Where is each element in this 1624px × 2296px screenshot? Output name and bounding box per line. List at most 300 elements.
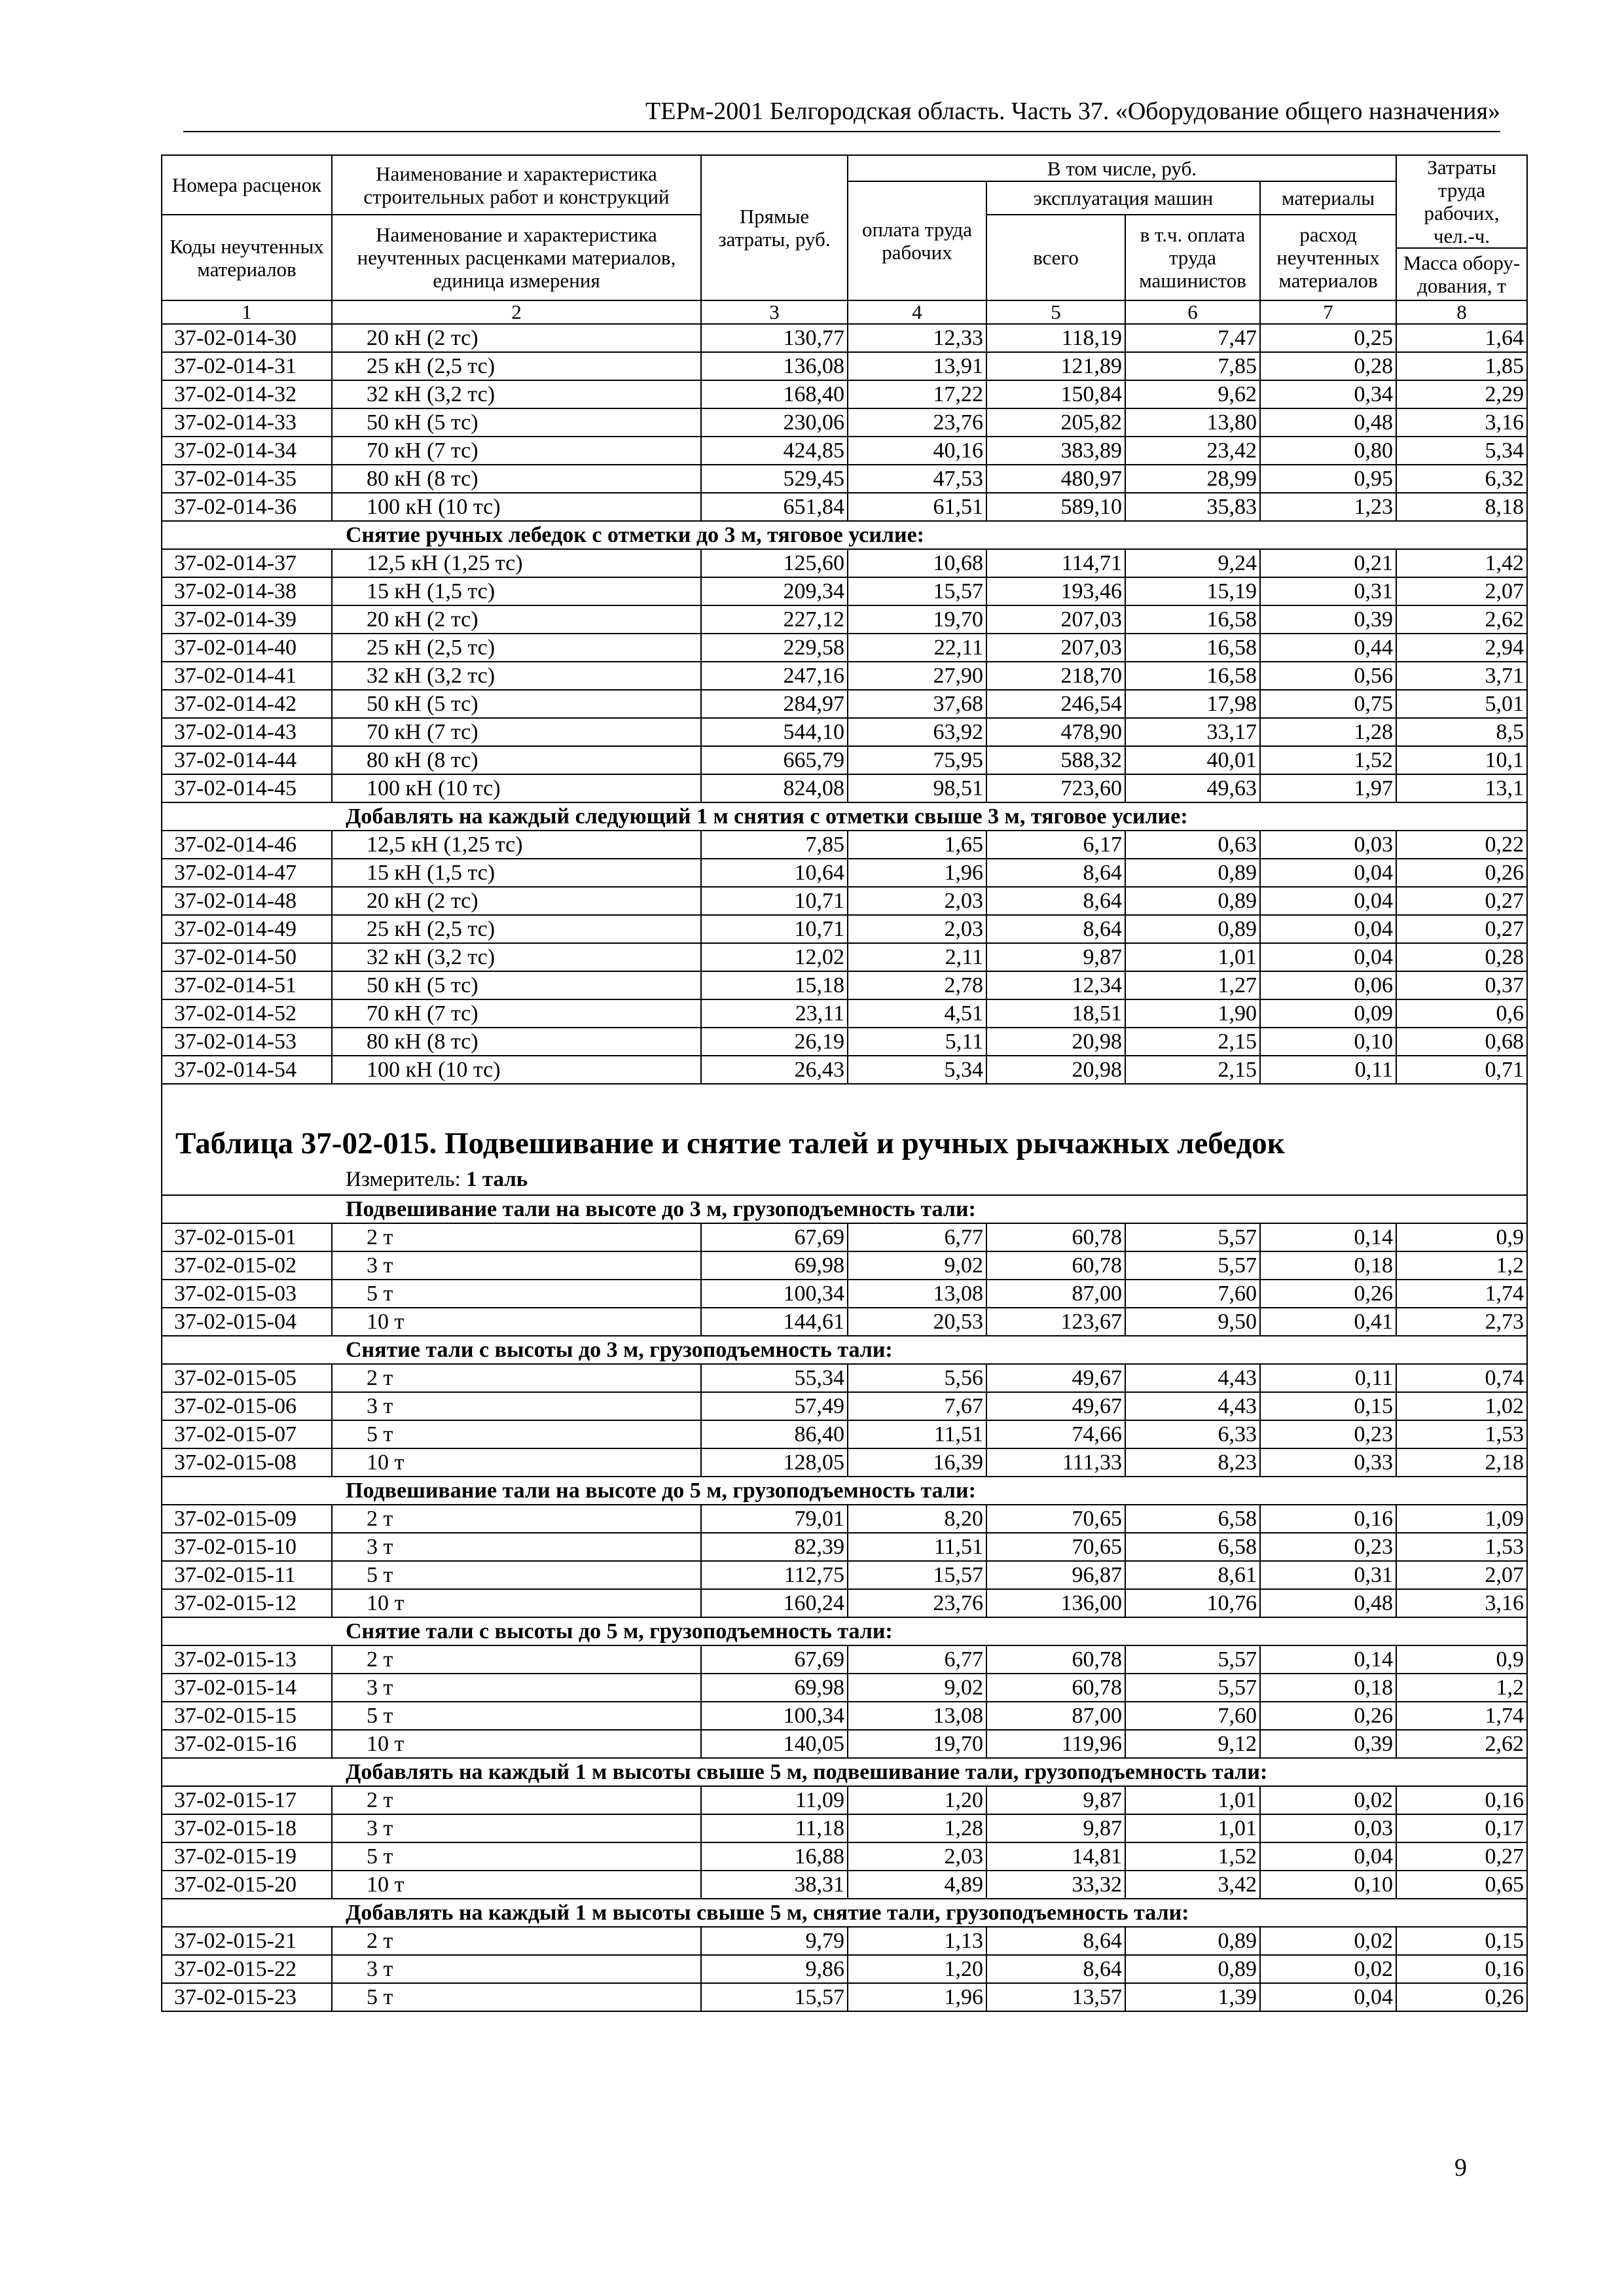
labor-costs-cell: 2,62: [1396, 1730, 1527, 1758]
table-row: [162, 324, 1527, 352]
table-gap-row: [162, 1084, 1527, 1122]
labor-costs-cell: 0,71: [1396, 1056, 1527, 1084]
rate-name-cell: 50 кН (5 тс): [332, 971, 701, 999]
table-row: [162, 493, 1527, 521]
operator-pay-cell: 9,12: [1125, 1730, 1260, 1758]
operator-pay-cell: 5,57: [1125, 1223, 1260, 1251]
rate-code-cell: 37-02-014-35: [162, 465, 332, 493]
machines-total-cell: 14,81: [986, 1842, 1125, 1871]
direct-costs-cell: 284,97: [701, 690, 848, 718]
worker-pay-cell: 2,03: [848, 1842, 986, 1871]
worker-pay-cell: 1,65: [848, 831, 986, 859]
rate-name-cell: 80 кН (8 тс): [332, 746, 701, 774]
material-usage-cell: 0,14: [1260, 1645, 1396, 1674]
rate-name-cell: 15 кН (1,5 тс): [332, 577, 701, 605]
direct-costs-cell: 100,34: [701, 1280, 848, 1308]
column-numbers-row: [162, 300, 1527, 324]
table-row: [162, 408, 1527, 437]
rate-code-cell: 37-02-015-14: [162, 1674, 332, 1702]
rate-name-cell: 25 кН (2,5 тс): [332, 352, 701, 380]
machines-total-cell: 114,71: [986, 549, 1125, 577]
rate-name-cell: 70 кН (7 тс): [332, 999, 701, 1028]
machines-total-cell: 246,54: [986, 690, 1125, 718]
worker-pay-cell: 6,77: [848, 1645, 986, 1674]
worker-pay-cell: 9,02: [848, 1674, 986, 1702]
table-row: [162, 999, 1527, 1028]
direct-costs-cell: 10,71: [701, 887, 848, 915]
operator-pay-cell: 16,58: [1125, 605, 1260, 634]
rates-table: [161, 154, 1528, 2012]
rate-name-cell: 20 кН (2 тс): [332, 324, 701, 352]
rate-code-cell: 37-02-015-21: [162, 1927, 332, 1955]
section-title: Добавлять на каждый следующий 1 м снятия с отметки свыше 3 м, тяговое усилие:: [162, 802, 1527, 831]
rate-name-cell: 2 т: [332, 1505, 701, 1533]
direct-costs-cell: 69,98: [701, 1251, 848, 1280]
material-usage-cell: 1,28: [1260, 718, 1396, 746]
material-usage-cell: 0,04: [1260, 915, 1396, 943]
operator-pay-cell: 6,33: [1125, 1420, 1260, 1448]
operator-pay-cell: 1,27: [1125, 971, 1260, 999]
table-row: [162, 1561, 1527, 1589]
machines-total-cell: 96,87: [986, 1561, 1125, 1589]
worker-pay-cell: 1,28: [848, 1814, 986, 1842]
machines-total-cell: 9,87: [986, 1786, 1125, 1814]
worker-pay-cell: 1,20: [848, 1786, 986, 1814]
column-number: 8: [1396, 300, 1527, 324]
table-row: [162, 859, 1527, 887]
operator-pay-cell: 6,58: [1125, 1533, 1260, 1561]
rate-code-cell: 37-02-014-46: [162, 831, 332, 859]
table-row: [162, 1955, 1527, 1983]
material-usage-cell: 0,15: [1260, 1392, 1396, 1420]
rate-code-cell: 37-02-015-16: [162, 1730, 332, 1758]
worker-pay-cell: 1,13: [848, 1927, 986, 1955]
material-usage-cell: 0,10: [1260, 1028, 1396, 1056]
direct-costs-cell: 10,71: [701, 915, 848, 943]
direct-costs-cell: 247,16: [701, 662, 848, 690]
section-title: Подвешивание тали на высоте до 5 м, грузоподъемность тали:: [162, 1477, 1527, 1505]
rate-code-cell: 37-02-015-09: [162, 1505, 332, 1533]
col-header-worker-pay: оплата труда рабочих: [848, 181, 986, 300]
direct-costs-cell: 227,12: [701, 605, 848, 634]
rate-name-cell: 70 кН (7 тс): [332, 718, 701, 746]
column-number: 5: [986, 300, 1125, 324]
labor-costs-cell: 8,18: [1396, 493, 1527, 521]
table-row: [162, 352, 1527, 380]
worker-pay-cell: 2,78: [848, 971, 986, 999]
section-row: [162, 1195, 1527, 1223]
machines-total-cell: 8,64: [986, 887, 1125, 915]
table-row: [162, 1392, 1527, 1420]
table-row: [162, 1028, 1527, 1056]
labor-costs-cell: 0,26: [1396, 1983, 1527, 2011]
direct-costs-cell: 7,85: [701, 831, 848, 859]
labor-costs-cell: 0,27: [1396, 915, 1527, 943]
col-header-material-usage: расход неучтенных материалов: [1260, 215, 1396, 300]
rate-name-cell: 15 кН (1,5 тс): [332, 859, 701, 887]
direct-costs-cell: 9,86: [701, 1955, 848, 1983]
direct-costs-cell: 26,19: [701, 1028, 848, 1056]
machines-total-cell: 119,96: [986, 1730, 1125, 1758]
labor-costs-cell: 1,42: [1396, 549, 1527, 577]
rate-name-cell: 10 т: [332, 1308, 701, 1336]
table-row: [162, 1786, 1527, 1814]
machines-total-cell: 205,82: [986, 408, 1125, 437]
material-usage-cell: 0,02: [1260, 1955, 1396, 1983]
rate-name-cell: 5 т: [332, 1702, 701, 1730]
material-usage-cell: 0,10: [1260, 1871, 1396, 1899]
rate-name-cell: 25 кН (2,5 тс): [332, 915, 701, 943]
worker-pay-cell: 16,39: [848, 1448, 986, 1477]
table-row: [162, 1589, 1527, 1617]
rate-name-cell: 70 кН (7 тс): [332, 437, 701, 465]
operator-pay-cell: 0,89: [1125, 859, 1260, 887]
worker-pay-cell: 47,53: [848, 465, 986, 493]
operator-pay-cell: 28,99: [1125, 465, 1260, 493]
rate-name-cell: 5 т: [332, 1420, 701, 1448]
header-rule: [183, 131, 1500, 132]
table-37-02-014-body: [162, 324, 1527, 1084]
labor-costs-cell: 1,53: [1396, 1420, 1527, 1448]
worker-pay-cell: 9,02: [848, 1251, 986, 1280]
rate-code-cell: 37-02-014-52: [162, 999, 332, 1028]
col-header-including: В том числе, руб.: [848, 155, 1396, 181]
table-row: [162, 437, 1527, 465]
table-row: [162, 718, 1527, 746]
operator-pay-cell: 1,90: [1125, 999, 1260, 1028]
labor-costs-cell: 0,15: [1396, 1927, 1527, 1955]
col-header-rate-numbers: Номера расценок: [162, 155, 332, 215]
table-header: [162, 155, 1527, 324]
machines-total-cell: 87,00: [986, 1280, 1125, 1308]
rates-table-container: [161, 154, 1526, 2012]
material-usage-cell: 0,31: [1260, 577, 1396, 605]
labor-costs-cell: 1,2: [1396, 1674, 1527, 1702]
rate-code-cell: 37-02-015-20: [162, 1871, 332, 1899]
direct-costs-cell: 57,49: [701, 1392, 848, 1420]
operator-pay-cell: 8,23: [1125, 1448, 1260, 1477]
machines-total-cell: 150,84: [986, 380, 1125, 408]
rate-name-cell: 100 кН (10 тс): [332, 493, 701, 521]
operator-pay-cell: 49,63: [1125, 774, 1260, 802]
machines-total-cell: 20,98: [986, 1028, 1125, 1056]
direct-costs-cell: 12,02: [701, 943, 848, 971]
worker-pay-cell: 63,92: [848, 718, 986, 746]
worker-pay-cell: 61,51: [848, 493, 986, 521]
material-usage-cell: 0,48: [1260, 1589, 1396, 1617]
worker-pay-cell: 7,67: [848, 1392, 986, 1420]
rate-name-cell: 10 т: [332, 1589, 701, 1617]
labor-costs-cell: 0,16: [1396, 1786, 1527, 1814]
rate-code-cell: 37-02-014-36: [162, 493, 332, 521]
labor-costs-cell: 0,68: [1396, 1028, 1527, 1056]
direct-costs-cell: 136,08: [701, 352, 848, 380]
operator-pay-cell: 4,43: [1125, 1364, 1260, 1392]
direct-costs-cell: 11,09: [701, 1786, 848, 1814]
material-usage-cell: 0,25: [1260, 324, 1396, 352]
rate-code-cell: 37-02-015-06: [162, 1392, 332, 1420]
col-header-machine-operation: эксплуатация машин: [986, 181, 1260, 215]
worker-pay-cell: 4,51: [848, 999, 986, 1028]
rate-code-cell: 37-02-015-08: [162, 1448, 332, 1477]
table-row: [162, 465, 1527, 493]
material-usage-cell: 0,31: [1260, 1561, 1396, 1589]
worker-pay-cell: 10,68: [848, 549, 986, 577]
worker-pay-cell: 2,11: [848, 943, 986, 971]
table-row: [162, 1420, 1527, 1448]
operator-pay-cell: 35,83: [1125, 493, 1260, 521]
material-usage-cell: 0,04: [1260, 859, 1396, 887]
rate-name-cell: 100 кН (10 тс): [332, 1056, 701, 1084]
col-header-material-names: Наименование и характеристика неучтенных расценками материалов, единица измерения: [332, 215, 701, 300]
rate-code-cell: 37-02-014-34: [162, 437, 332, 465]
machines-total-cell: 8,64: [986, 859, 1125, 887]
operator-pay-cell: 1,52: [1125, 1842, 1260, 1871]
worker-pay-cell: 1,96: [848, 859, 986, 887]
machines-total-cell: 74,66: [986, 1420, 1125, 1448]
labor-costs-cell: 2,07: [1396, 1561, 1527, 1589]
material-usage-cell: 0,06: [1260, 971, 1396, 999]
direct-costs-cell: 140,05: [701, 1730, 848, 1758]
worker-pay-cell: 13,08: [848, 1280, 986, 1308]
worker-pay-cell: 37,68: [848, 690, 986, 718]
table-row: [162, 943, 1527, 971]
rate-code-cell: 37-02-015-17: [162, 1786, 332, 1814]
machines-total-cell: 480,97: [986, 465, 1125, 493]
col-header-machines-total: всего: [986, 215, 1125, 300]
rate-name-cell: 50 кН (5 тс): [332, 690, 701, 718]
table-row: [162, 746, 1527, 774]
direct-costs-cell: 11,18: [701, 1814, 848, 1842]
machines-total-cell: 193,46: [986, 577, 1125, 605]
rate-code-cell: 37-02-015-03: [162, 1280, 332, 1308]
table-row: [162, 915, 1527, 943]
section-row: [162, 1336, 1527, 1364]
table-row: [162, 577, 1527, 605]
material-usage-cell: 0,48: [1260, 408, 1396, 437]
labor-costs-cell: 0,28: [1396, 943, 1527, 971]
rate-code-cell: 37-02-015-18: [162, 1814, 332, 1842]
rate-name-cell: 10 т: [332, 1448, 701, 1477]
machines-total-cell: 9,87: [986, 1814, 1125, 1842]
rate-name-cell: 5 т: [332, 1561, 701, 1589]
rate-code-cell: 37-02-015-23: [162, 1983, 332, 2011]
operator-pay-cell: 2,15: [1125, 1056, 1260, 1084]
table-row: [162, 634, 1527, 662]
section-title: Добавлять на каждый 1 м высоты свыше 5 м, подвешивание тали, грузоподъемность тали:: [162, 1758, 1527, 1786]
table-row: [162, 1871, 1527, 1899]
rate-code-cell: 37-02-014-41: [162, 662, 332, 690]
material-usage-cell: 0,95: [1260, 465, 1396, 493]
worker-pay-cell: 19,70: [848, 605, 986, 634]
material-usage-cell: 0,16: [1260, 1505, 1396, 1533]
rate-code-cell: 37-02-014-49: [162, 915, 332, 943]
labor-costs-cell: 5,34: [1396, 437, 1527, 465]
machines-total-cell: 49,67: [986, 1392, 1125, 1420]
operator-pay-cell: 9,50: [1125, 1308, 1260, 1336]
operator-pay-cell: 10,76: [1125, 1589, 1260, 1617]
table-row: [162, 1702, 1527, 1730]
material-usage-cell: 0,18: [1260, 1251, 1396, 1280]
worker-pay-cell: 5,11: [848, 1028, 986, 1056]
material-usage-cell: 0,11: [1260, 1056, 1396, 1084]
machines-total-cell: 49,67: [986, 1364, 1125, 1392]
labor-costs-cell: 1,2: [1396, 1251, 1527, 1280]
table-row: [162, 1505, 1527, 1533]
machines-total-cell: 121,89: [986, 352, 1125, 380]
machines-total-cell: 207,03: [986, 634, 1125, 662]
direct-costs-cell: 16,88: [701, 1842, 848, 1871]
material-usage-cell: 0,09: [1260, 999, 1396, 1028]
operator-pay-cell: 9,62: [1125, 380, 1260, 408]
rate-name-cell: 20 кН (2 тс): [332, 605, 701, 634]
section-title: Снятие ручных лебедок с отметки до 3 м, тяговое усилие:: [162, 521, 1527, 549]
section-row: [162, 1899, 1527, 1927]
rate-code-cell: 37-02-014-33: [162, 408, 332, 437]
direct-costs-cell: 144,61: [701, 1308, 848, 1336]
operator-pay-cell: 7,85: [1125, 352, 1260, 380]
operator-pay-cell: 2,15: [1125, 1028, 1260, 1056]
machines-total-cell: 8,64: [986, 915, 1125, 943]
operator-pay-cell: 6,58: [1125, 1505, 1260, 1533]
machines-total-cell: 13,57: [986, 1983, 1125, 2011]
rate-code-cell: 37-02-015-19: [162, 1842, 332, 1871]
rate-code-cell: 37-02-014-54: [162, 1056, 332, 1084]
rate-name-cell: 2 т: [332, 1786, 701, 1814]
section-row: [162, 802, 1527, 831]
machines-total-cell: 111,33: [986, 1448, 1125, 1477]
machines-total-cell: 383,89: [986, 437, 1125, 465]
rate-code-cell: 37-02-015-11: [162, 1561, 332, 1589]
rate-code-cell: 37-02-015-01: [162, 1223, 332, 1251]
direct-costs-cell: 26,43: [701, 1056, 848, 1084]
material-usage-cell: 0,39: [1260, 605, 1396, 634]
section-row: [162, 1758, 1527, 1786]
direct-costs-cell: 544,10: [701, 718, 848, 746]
labor-costs-cell: 1,09: [1396, 1505, 1527, 1533]
operator-pay-cell: 5,57: [1125, 1645, 1260, 1674]
machines-total-cell: 6,17: [986, 831, 1125, 859]
worker-pay-cell: 22,11: [848, 634, 986, 662]
rate-name-cell: 3 т: [332, 1814, 701, 1842]
material-usage-cell: 0,75: [1260, 690, 1396, 718]
table-row: [162, 1645, 1527, 1674]
operator-pay-cell: 7,60: [1125, 1280, 1260, 1308]
operator-pay-cell: 1,01: [1125, 1814, 1260, 1842]
direct-costs-cell: 209,34: [701, 577, 848, 605]
machines-total-cell: 60,78: [986, 1251, 1125, 1280]
table-37-02-015-body: [162, 1195, 1527, 2011]
material-usage-cell: 0,80: [1260, 437, 1396, 465]
table-row: [162, 1533, 1527, 1561]
section-title: Подвешивание тали на высоте до 3 м, грузоподъемность тали:: [162, 1195, 1527, 1223]
rate-name-cell: 2 т: [332, 1645, 701, 1674]
table-row: [162, 1814, 1527, 1842]
direct-costs-cell: 160,24: [701, 1589, 848, 1617]
labor-costs-cell: 0,17: [1396, 1814, 1527, 1842]
col-header-operator-pay: в т.ч. оплата труда машинистов: [1125, 215, 1260, 300]
operator-pay-cell: 33,17: [1125, 718, 1260, 746]
rate-name-cell: 12,5 кН (1,25 тс): [332, 831, 701, 859]
operator-pay-cell: 9,24: [1125, 549, 1260, 577]
rate-name-cell: 50 кН (5 тс): [332, 408, 701, 437]
rate-name-cell: 2 т: [332, 1364, 701, 1392]
measure-row: [162, 1164, 1527, 1195]
material-usage-cell: 0,23: [1260, 1533, 1396, 1561]
operator-pay-cell: 16,58: [1125, 634, 1260, 662]
machines-total-cell: 20,98: [986, 1056, 1125, 1084]
material-usage-cell: 1,23: [1260, 493, 1396, 521]
operator-pay-cell: 4,43: [1125, 1392, 1260, 1420]
worker-pay-cell: 75,95: [848, 746, 986, 774]
rate-name-cell: 10 т: [332, 1730, 701, 1758]
labor-costs-cell: 2,07: [1396, 577, 1527, 605]
worker-pay-cell: 5,34: [848, 1056, 986, 1084]
material-usage-cell: 1,97: [1260, 774, 1396, 802]
material-usage-cell: 0,23: [1260, 1420, 1396, 1448]
machines-total-cell: 118,19: [986, 324, 1125, 352]
table-row: [162, 690, 1527, 718]
machines-total-cell: 207,03: [986, 605, 1125, 634]
machines-total-cell: 136,00: [986, 1589, 1125, 1617]
table-row: [162, 1056, 1527, 1084]
labor-costs-cell: 0,74: [1396, 1364, 1527, 1392]
operator-pay-cell: 1,01: [1125, 943, 1260, 971]
labor-costs-cell: 0,27: [1396, 1842, 1527, 1871]
material-usage-cell: 0,28: [1260, 352, 1396, 380]
rate-code-cell: 37-02-015-04: [162, 1308, 332, 1336]
labor-costs-cell: 1,53: [1396, 1533, 1527, 1561]
direct-costs-cell: 67,69: [701, 1645, 848, 1674]
direct-costs-cell: 168,40: [701, 380, 848, 408]
worker-pay-cell: 15,57: [848, 577, 986, 605]
rate-name-cell: 2 т: [332, 1223, 701, 1251]
rate-name-cell: 2 т: [332, 1927, 701, 1955]
material-usage-cell: 0,04: [1260, 1842, 1396, 1871]
worker-pay-cell: 19,70: [848, 1730, 986, 1758]
material-usage-cell: 0,03: [1260, 1814, 1396, 1842]
direct-costs-cell: 15,18: [701, 971, 848, 999]
rate-code-cell: 37-02-014-39: [162, 605, 332, 634]
machines-total-cell: 589,10: [986, 493, 1125, 521]
operator-pay-cell: 8,61: [1125, 1561, 1260, 1589]
table-title-row: [162, 1122, 1527, 1164]
machines-total-cell: 70,65: [986, 1505, 1125, 1533]
operator-pay-cell: 3,42: [1125, 1871, 1260, 1899]
section-title: Добавлять на каждый 1 м высоты свыше 5 м, снятие тали, грузоподъемность тали:: [162, 1899, 1527, 1927]
material-usage-cell: 1,52: [1260, 746, 1396, 774]
worker-pay-cell: 1,96: [848, 1983, 986, 2011]
column-number: 3: [701, 300, 848, 324]
operator-pay-cell: 15,19: [1125, 577, 1260, 605]
labor-costs-cell: 1,02: [1396, 1392, 1527, 1420]
labor-costs-cell: 1,74: [1396, 1702, 1527, 1730]
rate-name-cell: 10 т: [332, 1871, 701, 1899]
operator-pay-cell: 0,89: [1125, 1927, 1260, 1955]
operator-pay-cell: 0,89: [1125, 887, 1260, 915]
machines-total-cell: 588,32: [986, 746, 1125, 774]
operator-pay-cell: 7,60: [1125, 1702, 1260, 1730]
col-header-direct-costs: Прямые затраты, руб.: [701, 155, 848, 300]
material-usage-cell: 0,26: [1260, 1702, 1396, 1730]
labor-costs-cell: 5,01: [1396, 690, 1527, 718]
section-title: Снятие тали с высоты до 5 м, грузоподъемность тали:: [162, 1617, 1527, 1645]
worker-pay-cell: 27,90: [848, 662, 986, 690]
direct-costs-cell: 112,75: [701, 1561, 848, 1589]
rate-name-cell: 80 кН (8 тс): [332, 465, 701, 493]
labor-costs-cell: 0,27: [1396, 887, 1527, 915]
rate-code-cell: 37-02-014-30: [162, 324, 332, 352]
